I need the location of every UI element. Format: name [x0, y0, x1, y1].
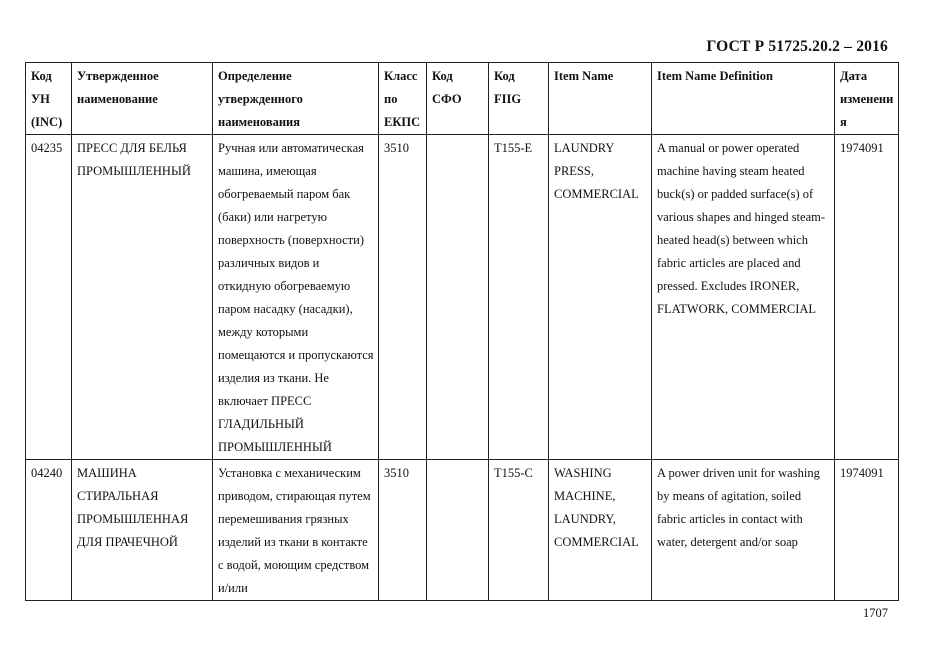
cell-definition: Установка с механическим приводом, стирающая путем перемешивания грязных изделий из ткани в контакте с водой, моющим средством и/или: [213, 460, 379, 601]
cell-ekps: 3510: [379, 135, 427, 460]
col-header-inc: Код УН (INC): [26, 63, 72, 135]
cell-approved-name: ПРЕСС ДЛЯ БЕЛЬЯ ПРОМЫШЛЕННЫЙ: [72, 135, 213, 460]
col-header-item-def: Item Name Definition: [652, 63, 835, 135]
cell-inc: 04240: [26, 460, 72, 601]
col-header-fiig: Код FIIG: [489, 63, 549, 135]
cell-ekps: 3510: [379, 460, 427, 601]
cell-item-name: LAUNDRY PRESS, COMMERCIAL: [549, 135, 652, 460]
cell-item-def: A manual or power operated machine having steam heated buck(s) or padded surface(s) of various shapes and hinged steam-heated head(s) between which fabric articles are placed and pressed. Excludes IRONER, FLATWORK, COMMERCIAL: [652, 135, 835, 460]
col-header-sfo: Код СФО: [427, 63, 489, 135]
col-header-ekps: Класс по ЕКПС: [379, 63, 427, 135]
cell-item-name: WASHING MACHINE, LAUNDRY, COMMERCIAL: [549, 460, 652, 601]
col-header-definition: Определение утвержденного наименования: [213, 63, 379, 135]
cell-inc: 04235: [26, 135, 72, 460]
col-header-approved-name: Утвержденное наименование: [72, 63, 213, 135]
cell-sfo: [427, 135, 489, 460]
items-table: [25, 62, 899, 601]
cell-sfo: [427, 460, 489, 601]
cell-definition: Ручная или автоматическая машина, имеющая обогреваемый паром бак (баки) или нагретую поверхность (поверхности) различных видов и откидную обогреваемую паром насадку (насадки), между которыми помещаются и пропускаются изделия из ткани. Не включает ПРЕСС ГЛАДИЛЬНЫЙ ПРОМЫШЛЕННЫЙ: [213, 135, 379, 460]
table-row: [26, 460, 899, 601]
col-header-item-name: Item Name: [549, 63, 652, 135]
table-row: [26, 135, 899, 460]
cell-date: 1974091: [835, 460, 899, 601]
table-header-row: [26, 63, 899, 135]
cell-date: 1974091: [835, 135, 899, 460]
col-header-date: Дата изменения: [835, 63, 899, 135]
cell-approved-name: МАШИНА СТИРАЛЬНАЯ ПРОМЫШЛЕННАЯ ДЛЯ ПРАЧЕЧНОЙ: [72, 460, 213, 601]
standard-title: ГОСТ Р 51725.20.2 – 2016: [706, 38, 888, 55]
cell-item-def: A power driven unit for washing by means of agitation, soiled fabric articles in contact with water, detergent and/or soap: [652, 460, 835, 601]
cell-fiig: T155-C: [489, 460, 549, 601]
page-number: 1707: [863, 606, 888, 620]
cell-fiig: T155-E: [489, 135, 549, 460]
